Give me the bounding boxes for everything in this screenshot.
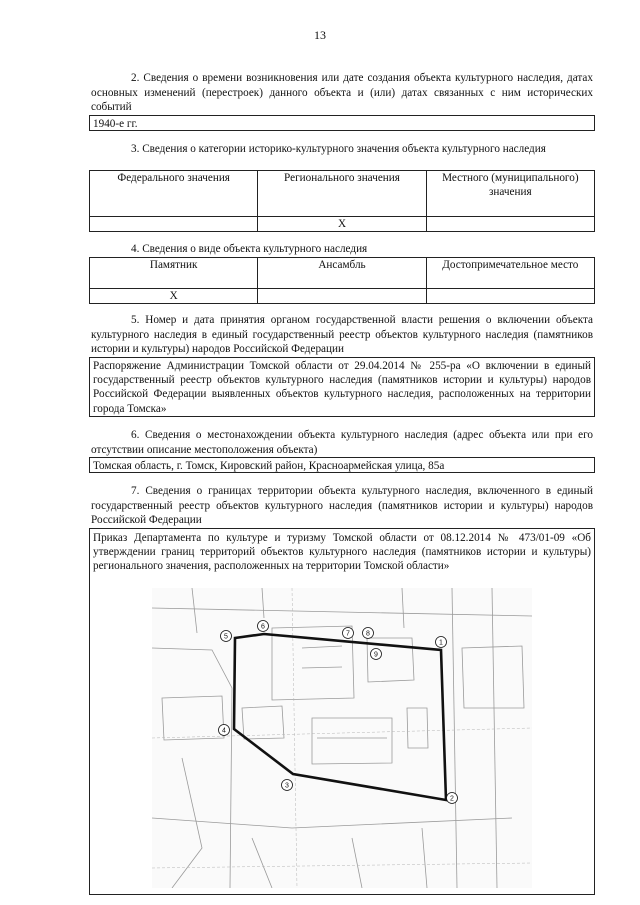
section-5-value: Распоряжение Администрации Томской области от 29.04.2014 № 255-ра «О включении в единый государственный реестр объектов культурного наследия (памятников истории и культуры) народов Российской Федерации выявленных объектов культурного наследия, расположенных на территории города Томска»: [89, 357, 595, 417]
type-col-ensemble: Ансамбль: [258, 258, 426, 289]
point-label-1: 1: [439, 639, 443, 647]
territory-boundary: [234, 634, 446, 800]
map-base-lines: [152, 588, 532, 888]
section-2-value: 1940-е гг.: [89, 115, 595, 131]
category-mark-local: [426, 217, 594, 232]
point-label-5: 5: [224, 633, 228, 641]
boundary-map: [152, 588, 532, 888]
type-table: [89, 257, 595, 304]
category-col-local: Местного (муниципального) значения: [426, 171, 594, 217]
category-table: [89, 170, 595, 232]
point-label-6: 6: [261, 623, 265, 631]
category-col-regional: Регионального значения: [258, 171, 426, 217]
section-2-heading: 2. Сведения о времени возникновения или дате создания объекта культурного наследия, датах основных изменений (перестроек) данного объекта и (или) датах связанных с ним исторических событий: [91, 72, 593, 114]
type-col-place: Достопримечательное место: [426, 258, 594, 289]
section-6-heading: 6. Сведения о местонахождении объекта культурного наследия (адрес объекта или при его отсутствии описание местоположения объекта): [91, 429, 593, 456]
category-mark-federal: [90, 217, 258, 232]
point-label-8: 8: [366, 630, 370, 638]
section-7-heading: 7. Сведения о границах территории объекта культурного наследия, включенного в единый государственный реестр объектов культурного наследия (памятников истории и культуры) народов Российской Федерации: [91, 485, 593, 527]
point-label-7: 7: [346, 630, 350, 638]
point-label-3: 3: [285, 782, 289, 790]
section-4-heading: 4. Сведения о виде объекта культурного наследия: [131, 243, 368, 255]
type-mark-place: [426, 289, 594, 304]
page-number: 13: [314, 28, 326, 42]
type-col-monument: Памятник: [90, 258, 258, 289]
section-5-heading: 5. Номер и дата принятия органом государственной власти решения о включении объекта культурного наследия в единый государственный реестр объектов культурного наследия (памятников истории и культуры) народов Российской Федерации: [91, 314, 593, 356]
boundary-map-drawing: [152, 588, 532, 888]
section-6-value: Томская область, г. Томск, Кировский район, Красноармейская улица, 85а: [89, 457, 595, 473]
category-mark-regional: Х: [258, 217, 426, 232]
point-label-2: 2: [450, 795, 454, 803]
section-7-value: Приказ Департамента по культуре и туризму Томской области от 08.12.2014 № 473/01-09 «Об утверждении границ территорий объектов культурного наследия (памятников истории и культуры) регионального значения, расположенных на территории Томской области»: [93, 532, 591, 573]
section-3-heading: 3. Сведения о категории историко-культурного значения объекта культурного наследия: [131, 143, 546, 155]
category-col-federal: Федерального значения: [90, 171, 258, 217]
point-label-9: 9: [374, 651, 378, 659]
type-mark-ensemble: [258, 289, 426, 304]
type-mark-monument: Х: [90, 289, 258, 304]
boundary-point-labels: [222, 624, 454, 803]
point-label-4: 4: [222, 727, 226, 735]
